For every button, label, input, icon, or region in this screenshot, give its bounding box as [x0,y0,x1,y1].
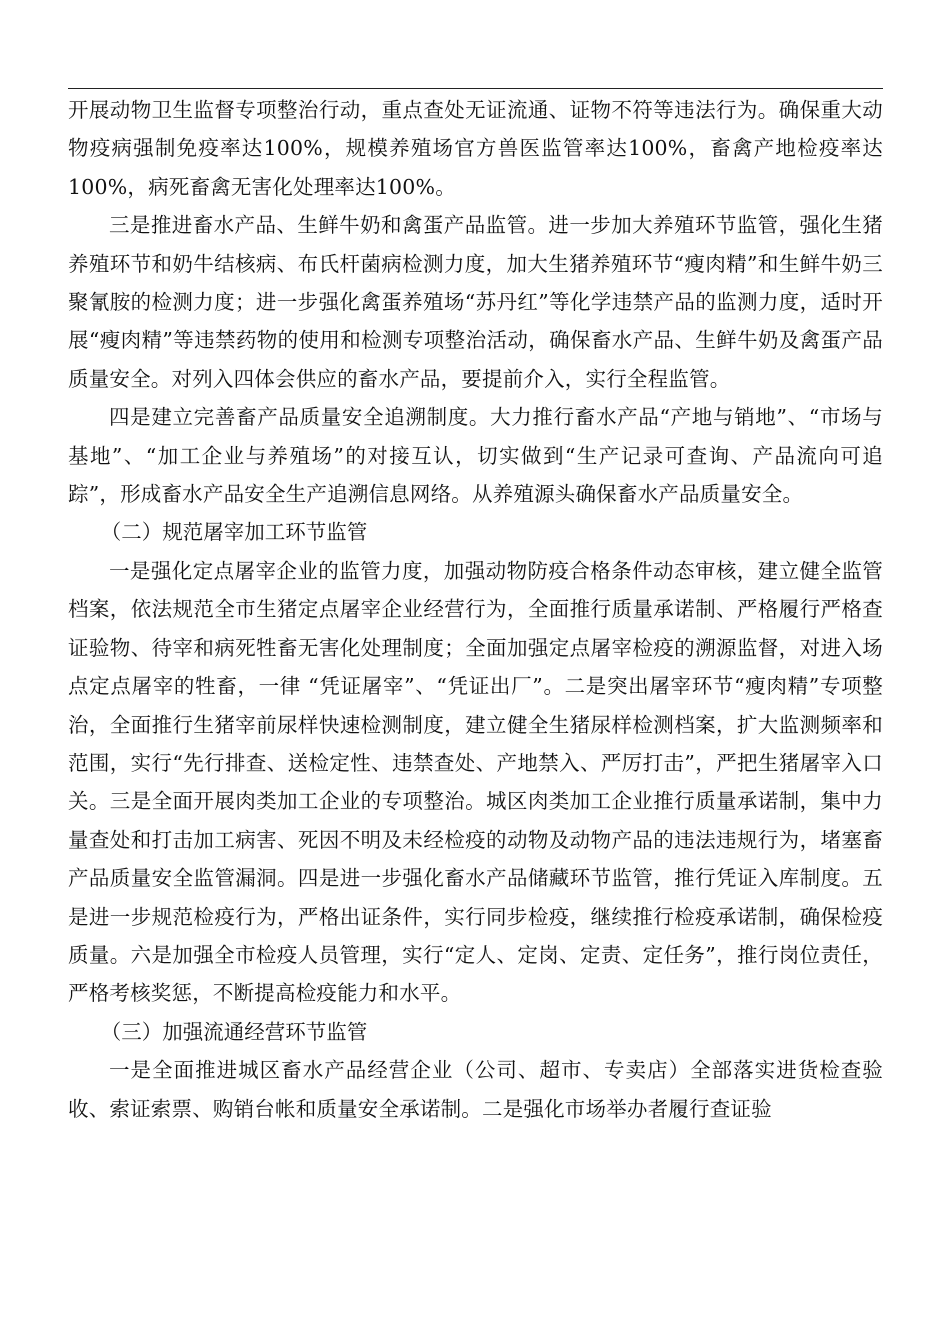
section-heading-slaughter: （二）规范屠宰加工环节监管 [100,520,368,545]
paragraph-circulation: 一是全面推进城区畜水产品经营企业（公司、超市、专卖店）全部落实进货检查验收、索证索票、购销台帐和质量安全承诺制。二是强化市场举办者履行查证验 [68,1058,883,1121]
section-heading-circulation: （三）加强流通经营环节监管 [100,1019,368,1044]
paragraph-livestock-products: 三是推进畜水产品、生鲜牛奶和禽蛋产品监管。进一步加大养殖环节监管，强化生猪养殖环节和奶牛结核病、布氏杆菌病检测力度，加大生猪养殖环节“瘦肉精”和生鲜牛奶三聚氰胺的检测力度；进一步强化禽蛋养殖场“苏丹红”等化学违禁产品的监测力度，适时开展“瘦肉精”等违禁药物的使用和检测专项整治活动，确保畜水产品、生鲜牛奶及禽蛋产品质量安全。对列入四体会供应的畜水产品，要提前介入，实行全程监管。 [68,213,883,391]
paragraph-slaughter: 一是强化定点屠宰企业的监管力度，加强动物防疫合格条件动态审核，建立健全监管档案，依法规范全市生猪定点屠宰企业经营行为，全面推行质量承诺制、严格履行严格查证验物、待宰和病死牲畜无害化处理制度；全面加强定点屠宰检疫的溯源监督，对进入场点定点屠宰的牲畜，一律 “凭证屠宰”、“凭证出厂”。二是突出屠宰环节“瘦肉精”专项整治，全面推行生猪宰前尿样快速检测制度，建立健全生猪尿样检测档案，扩大监测频率和范围，实行“先行排查、送检定性、违禁查处、产地禁入、严厉打击”，严把生猪屠宰入口关。三是全面开展肉类加工企业的专项整治。城区肉类加工企业推行质量承诺制，集中力量查处和打击加工病害、死因不明及未经检疫的动物及动物产品的违法违规行为，堵塞畜产品质量安全监管漏洞。四是进一步强化畜水产品储藏环节监管，推行凭证入库制度。五是进一步规范检疫行为，严格出证条件，实行同步检疫，继续推行检疫承诺制，确保检疫质量。六是加强全市检疫人员管理，实行“定人、定岗、定责、定任务”，推行岗位责任，严格考核奖惩，不断提高检疫能力和水平。 [68,558,883,1006]
document-body [68,91,883,1128]
paragraph-traceability: 四是建立完善畜产品质量安全追溯制度。大力推行畜水产品“产地与销地”、“市场与基地”、“加工企业与养殖场”的对接互认，切实做到“生产记录可查询、产品流向可追踪”，形成畜水产品安全生产追溯信息网络。从养殖源头确保畜水产品质量安全。 [68,405,883,507]
paragraph-continuation: 开展动物卫生监督专项整治行动，重点查处无证流通、证物不符等违法行为。确保重大动物疫病强制免疫率达100%，规模养殖场官方兽医监管率达100%，畜禽产地检疫率达100%，病死畜禽无害化处理率达100%。 [68,98,883,199]
header-rule [68,88,883,89]
